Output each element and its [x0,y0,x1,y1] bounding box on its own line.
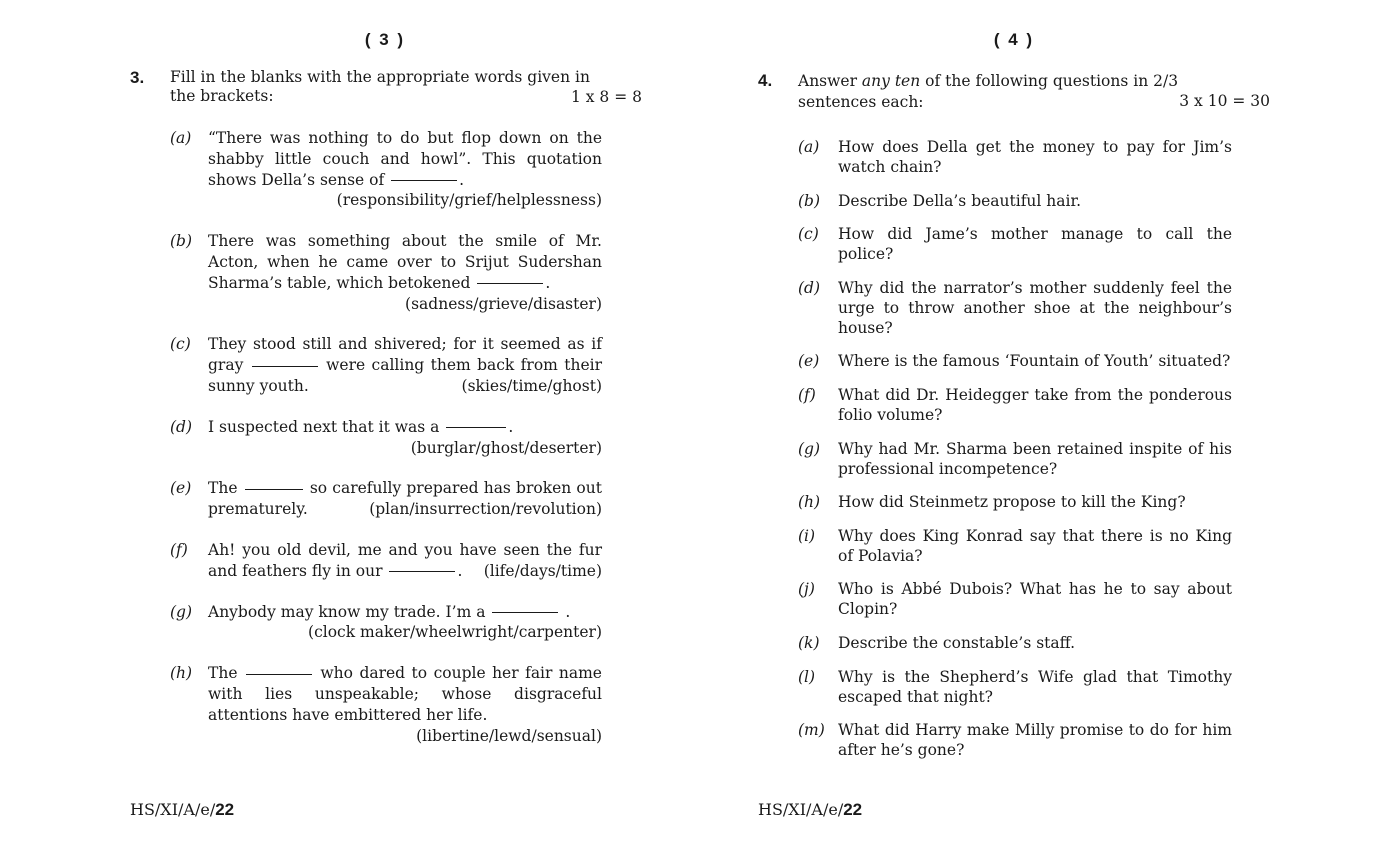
item-text: I suspected next that it was a [208,417,440,436]
item-text: Why did the narrator’s mother suddenly feel the urge to throw another shoe at the neighbour’s house? [838,278,1232,337]
item-text: There was something about the smile of Mr. Acton, when he came over to Srijut Sudershan Sharma’s table, which betokened [208,232,602,292]
item-text-after: . [457,561,463,580]
item-text: They stood still and shivered; for it seemed as if gray [208,335,602,375]
item-label: (c) [170,335,191,354]
short-answer-item [798,633,1232,653]
item-label: (h) [798,493,821,512]
short-answer-item [798,439,1232,479]
item-text: “There was nothing to do but flop down on the shabby little couch and howl”. This quotation shows Della’s sense of [208,129,602,189]
item-text-after: so carefully prepared has broken out prematurely. [208,479,602,519]
paper-code-footer [130,800,234,820]
question-number: 3. [130,68,145,87]
item-text: Ah! you old devil, me and you have seen the fur and feathers fly in our [208,540,602,580]
item-label: (c) [798,225,819,244]
fill-blank-item [170,128,602,211]
answer-options: (plan/insurrection/revolution) [369,500,602,519]
item-label: (e) [170,479,192,498]
fill-blank-item [170,417,602,459]
fill-blank-item [170,663,602,746]
item-label: (b) [170,232,193,251]
item-label: (a) [798,138,820,156]
item-label: (l) [798,667,816,686]
item-text: How did Steinmetz propose to kill the King? [838,493,1186,512]
answer-blank [477,283,543,284]
fill-blank-item [170,478,602,520]
item-label: (i) [798,526,816,545]
question-instruction: Fill in the blanks with the appropriate words given in the brackets: [170,68,590,105]
answer-options: (skies/time/ghost) [461,376,602,395]
item-text: Describe Della’s beautiful hair. [838,191,1082,210]
item-text-after: who dared to couple her fair name with lies unspeakable; whose disgraceful attentions have embittered her life. [208,664,602,724]
instruction-text: Answer [798,72,857,90]
item-label: (f) [798,385,816,404]
answer-options: (clock maker/wheelwright/carpenter) [308,623,602,642]
item-label: (d) [798,278,821,297]
item-text: The [208,479,238,498]
question-number: 4. [758,71,773,90]
fill-blank-item [170,540,602,582]
answer-options: (sadness/grieve/disaster) [405,294,602,313]
short-answer-item [798,278,1232,338]
item-text: Anybody may know my trade. I’m a [208,602,486,621]
question-instruction [798,71,1232,113]
page-4 [700,0,1400,850]
instruction-text-after: of the following questions in 2/3 sentences each: [798,72,1179,111]
item-label: (j) [798,580,815,599]
item-text: What did Harry make Milly promise to do for him after he’s gone? [838,721,1232,760]
answer-blank [245,489,303,490]
item-text: How does Della get the money to pay for Jim’s watch chain? [838,138,1232,176]
short-answer-item [798,224,1232,264]
item-text: Who is Abbé Dubois? What has he to say about Clopin? [838,580,1232,619]
answer-blank [446,427,506,428]
item-text: The [208,664,238,683]
item-label: (b) [798,191,821,210]
item-text: Why does King Konrad say that there is no King of Polavia? [838,526,1232,565]
question-3-items [170,128,602,766]
item-label: (e) [798,352,820,371]
paper-code-number: 22 [215,800,235,819]
answer-options: (life/days/time) [483,561,602,580]
paper-code: HS/XI/A/e/ [758,800,844,819]
fill-blank-item [170,602,602,644]
page-number: ( 4 ) [993,30,1035,49]
item-label: (h) [170,664,193,683]
paper-code-number: 22 [843,800,863,819]
fill-blank-item [170,231,602,314]
marks-allocation: 3 x 10 = 30 [1179,92,1270,110]
item-text: How did Jame’s mother manage to call the police? [838,225,1232,264]
page-number: ( 3 ) [364,30,406,49]
short-answer-item [798,720,1232,760]
short-answer-item [798,579,1232,619]
answer-blank [246,674,312,675]
short-answer-item [798,667,1232,707]
question-4-items [798,137,1232,774]
item-label: (m) [798,721,825,740]
item-text-after: . [545,273,551,292]
answer-blank [492,612,558,613]
item-text-after: . [565,602,571,621]
short-answer-item [798,492,1232,512]
paper-code-footer [758,800,862,820]
answer-blank [391,180,457,181]
item-text: Where is the famous ‘Fountain of Youth’ situated? [838,352,1231,371]
short-answer-item [798,526,1232,566]
instruction-emphasis: any ten [861,72,921,90]
answer-options: (responsibility/grief/helplessness) [336,191,602,210]
item-label: (k) [798,633,820,652]
answer-blank [252,366,318,367]
question-3-header [130,68,642,108]
item-label: (g) [798,439,821,458]
item-text-after: were calling them back from their sunny youth. [208,356,602,395]
answer-options: (libertine/lewd/sensual) [416,726,602,745]
item-text-after: . [508,417,514,436]
marks-allocation: 1 x 8 = 8 [570,88,642,106]
paper-code: HS/XI/A/e/ [130,800,216,819]
item-label: (g) [170,602,193,621]
short-answer-item [798,385,1232,425]
short-answer-item [798,137,1232,177]
question-4-header [758,71,1270,115]
fill-blank-item [170,334,602,396]
item-label: (d) [170,417,193,436]
short-answer-item [798,191,1232,211]
item-text: Why had Mr. Sharma been retained inspite of his professional incompetence? [838,439,1232,478]
short-answer-item [798,351,1232,371]
item-text: Why is the Shepherd’s Wife glad that Timothy escaped that night? [838,667,1232,706]
item-label: (a) [170,129,192,147]
answer-blank [389,571,455,572]
item-text: Describe the constable’s staff. [838,633,1076,652]
answer-options: (burglar/ghost/deserter) [410,438,602,457]
item-text: What did Dr. Heidegger take from the ponderous folio volume? [838,385,1232,424]
item-text-after: . [459,170,465,189]
item-label: (f) [170,540,188,559]
